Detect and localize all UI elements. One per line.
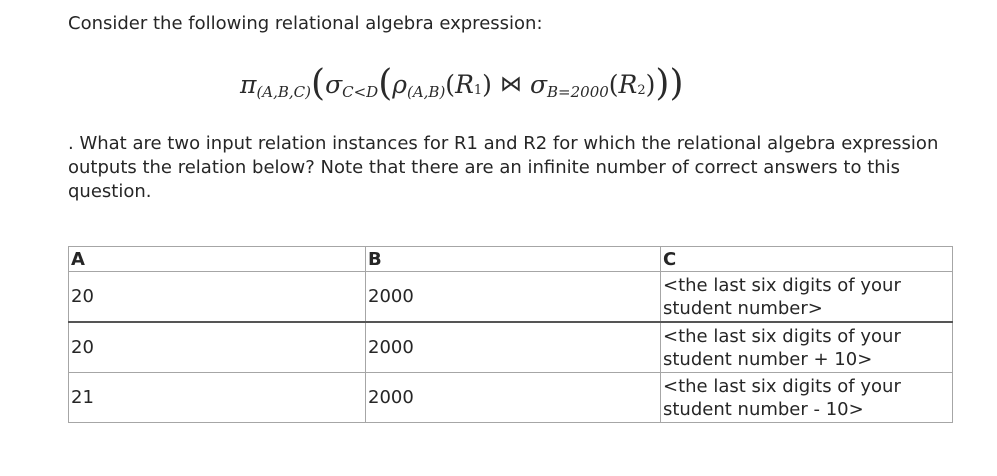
- cell-c: <the last six digits of your student number + 10>: [661, 322, 953, 373]
- open-paren: (: [378, 63, 393, 104]
- relation-r1: R: [455, 69, 474, 99]
- rename-symbol: ρ: [392, 69, 407, 99]
- close-paren: ): [669, 63, 684, 104]
- relation-r2-index: 2: [637, 82, 646, 98]
- cell-a: 20: [69, 272, 366, 323]
- cell-c: <the last six digits of your student number>: [661, 272, 953, 323]
- projection-attributes: (A,B,C): [256, 83, 312, 101]
- table-row: [69, 322, 953, 373]
- table-row: [69, 373, 953, 423]
- header-c: C: [661, 247, 953, 272]
- open-paren: (: [608, 69, 619, 99]
- result-relation-table: [68, 246, 953, 423]
- selection-condition-1: C<D: [342, 83, 379, 101]
- question-text: . What are two input relation instances for R1 and R2 for which the relational algebra expression outputs the relation below? Note that there are an infinite number of correct answers to this question.: [68, 133, 939, 202]
- projection-symbol: π: [240, 69, 257, 99]
- header-b: B: [366, 247, 661, 272]
- selection-condition-2: B=2000: [547, 83, 609, 101]
- cell-b: 2000: [366, 322, 661, 373]
- open-paren: (: [445, 69, 456, 99]
- close-paren: ): [645, 69, 656, 99]
- table-row: [69, 272, 953, 323]
- open-paren: (: [311, 63, 326, 104]
- cell-b: 2000: [366, 272, 661, 323]
- selection-symbol-2: σ: [529, 69, 548, 99]
- close-paren: ): [482, 69, 492, 99]
- relational-algebra-formula: [240, 60, 684, 108]
- close-paren: ): [655, 63, 670, 104]
- cell-a: 20: [69, 322, 366, 373]
- table-header-row: [69, 247, 953, 272]
- natural-join-symbol: ⋈: [499, 71, 522, 97]
- selection-symbol-1: σ: [325, 69, 343, 99]
- cell-c: <the last six digits of your student number - 10>: [661, 373, 953, 423]
- rename-attributes: (A,B): [406, 83, 446, 101]
- header-a: A: [69, 247, 366, 272]
- relation-r2: R: [618, 69, 638, 99]
- cell-a: 21: [69, 373, 366, 423]
- intro-text: Consider the following relational algebra expression:: [68, 13, 543, 34]
- cell-b: 2000: [366, 373, 661, 423]
- relation-r1-index: 1: [473, 82, 483, 98]
